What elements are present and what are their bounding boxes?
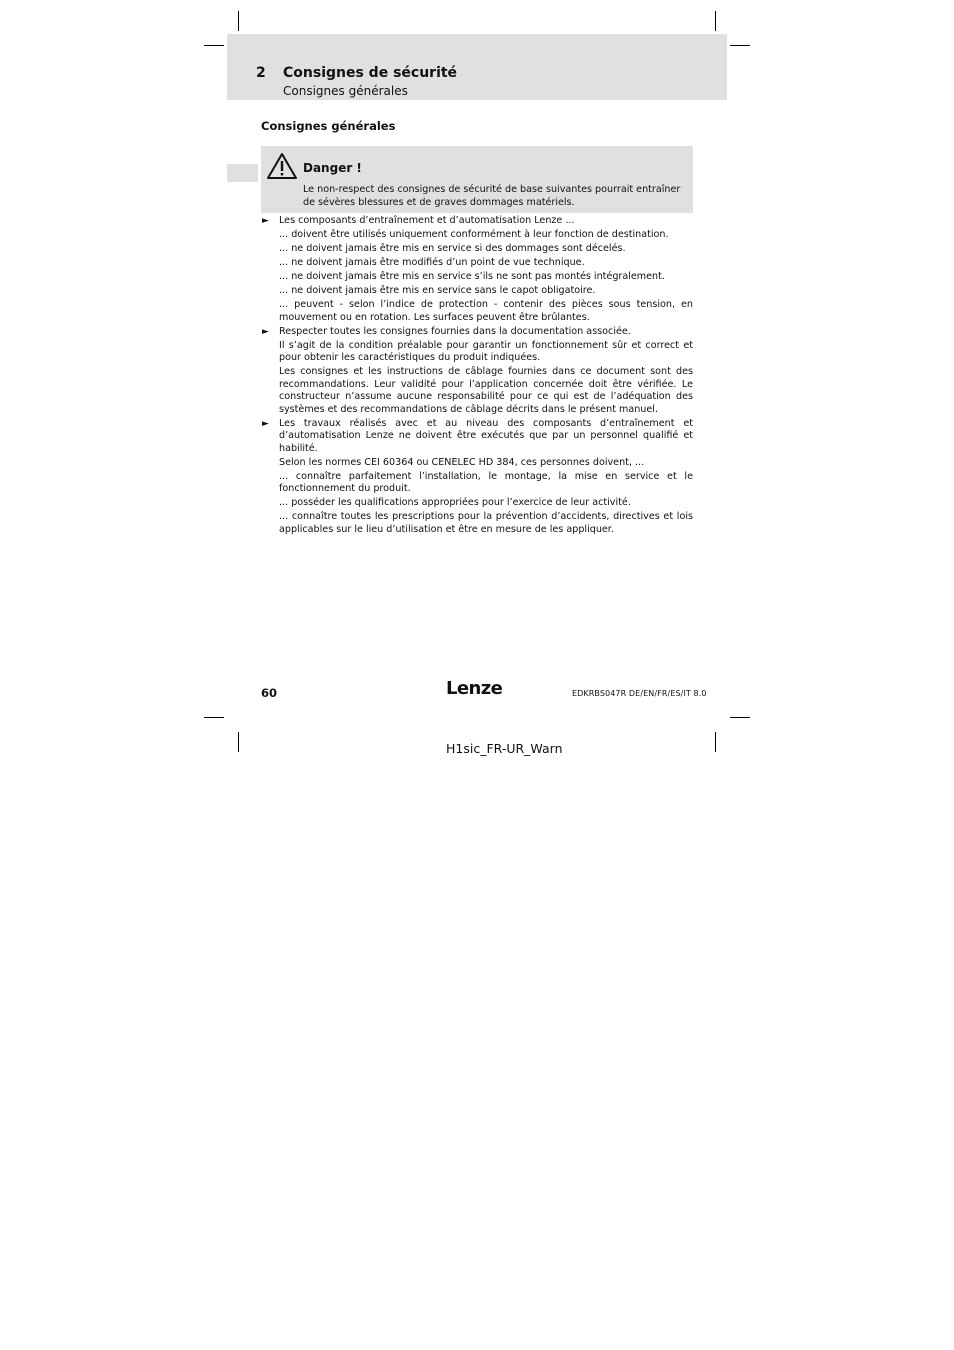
crop-mark-top-right-vertical: [715, 11, 716, 31]
section-heading: Consignes générales: [261, 119, 396, 133]
warning-triangle-icon: [266, 152, 298, 180]
crop-mark-top-right-horizontal: [730, 45, 750, 46]
bullet-line: Selon les normes CEI 60364 ou CENELEC HD 384, ces personnes doivent, ...: [279, 456, 645, 468]
crop-mark-top-left-vertical: [238, 11, 239, 31]
bullet-line: ... ne doivent jamais être mis en service si des dommages sont décelés.: [279, 243, 626, 254]
bullet-line: ... ne doivent jamais être mis en service s’ils ne sont pas montés intégralement.: [279, 271, 665, 282]
bullet-line: ... doivent être utilisés uniquement conformément à leur fonction de destination.: [279, 229, 669, 240]
bullet-arrow-icon: ►: [262, 216, 269, 226]
bullet-line: Il s’agit de la condition préalable pour garantir un fonctionnement sûr et correct et pour obtenir les caractéristiques du produit indiquées.: [279, 339, 693, 363]
bullet-line: ... ne doivent jamais être mis en service sans le capot obligatoire.: [279, 285, 596, 296]
crop-mark-bottom-left-horizontal: [204, 717, 224, 718]
bullet-line: ... connaître parfaitement l’installation, le montage, la mise en service et le fonctionnement du produit.: [279, 470, 693, 494]
bullet-line: ... posséder les qualifications appropriées pour l’exercice de leur activité.: [279, 497, 631, 508]
lenze-logo: Lenze: [446, 678, 503, 699]
chapter-number: 2: [256, 65, 266, 81]
chapter-subtitle: Consignes générales: [283, 84, 408, 98]
crop-mark-bottom-right-horizontal: [730, 717, 750, 718]
bullet-item: [261, 418, 693, 537]
danger-title: Danger !: [303, 161, 362, 175]
safety-instructions-body: [261, 215, 693, 538]
bullet-line: Les consignes et les instructions de câblage fournies dans ce document sont des recommandations. Leur validité pour l’application concernée doit être vérifiée. Le constructeur n’assume aucune responsabilité pour ce qui est de l’adéquation des systèmes et des recommandations de câblage décrits dans le présent manuel.: [279, 366, 693, 415]
bullet-line: ... connaître toutes les prescriptions pour la prévention d’accidents, directives et lois applicables sur le lieu d’utilisation et être en mesure de les appliquer.: [279, 511, 693, 535]
crop-mark-top-left-horizontal: [204, 45, 224, 46]
bullet-lead: Les travaux réalisés avec et au niveau des composants d’entraînement et d’automatisation Lenze ne doivent être exécutés que par un personnel qualifié et habilité.: [279, 417, 693, 454]
page-number: 60: [261, 686, 278, 700]
file-label: H1sic_FR-UR_Warn: [446, 741, 563, 756]
bullet-item: [261, 326, 693, 417]
danger-text: Le non-respect des consignes de sécurité de base suivantes pourrait entraîner de sévères blessures et de graves dommages matériels.: [303, 184, 681, 208]
document-code: EDKRBS047R DE/EN/FR/ES/IT 8.0: [572, 689, 707, 698]
chapter-title: Consignes de sécurité: [283, 65, 458, 81]
bullet-lead: Respecter toutes les consignes fournies dans la documentation associée.: [279, 325, 631, 337]
side-tab-marker: [227, 164, 258, 182]
bullet-arrow-icon: ►: [262, 418, 269, 429]
crop-mark-bottom-right-vertical: [715, 732, 716, 752]
bullet-line: ... ne doivent jamais être modifiés d’un point de vue technique.: [279, 257, 585, 268]
crop-mark-bottom-left-vertical: [238, 732, 239, 752]
bullet-item: [261, 215, 693, 324]
bullet-line: ... peuvent - selon l’indice de protection - contenir des pièces sous tension, en mouvement ou en rotation. Les surfaces peuvent être brûlantes.: [279, 299, 693, 323]
bullet-arrow-icon: ►: [262, 326, 269, 337]
bullet-lead: Les composants d’entraînement et d’automatisation Lenze ...: [279, 215, 575, 226]
